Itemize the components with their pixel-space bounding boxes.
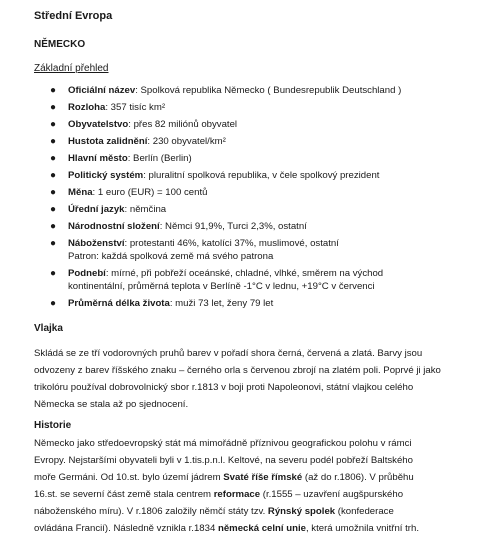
- list-item: ● Průměrná délka života: muži 73 let, ženy 79 let: [50, 298, 274, 309]
- country-heading: NĚMECKO: [34, 39, 86, 50]
- bullet-icon: ●: [50, 298, 57, 309]
- list-item: ● Národnostní složení: Němci 91,9%, Turci 2,3%, ostatní: [50, 221, 307, 232]
- bullet-icon: ●: [50, 204, 57, 215]
- list-item: ● Hlavní město: Berlín (Berlin): [50, 153, 192, 164]
- list-item: ● Náboženství: protestanti 46%, katolíci 37%, muslimové, ostatní Patron: každá spolková země má svého patrona: [46, 237, 466, 263]
- flag-heading: Vlajka: [34, 323, 63, 334]
- list-item: ● Obyvatelstvo: přes 82 miliónů obyvatel: [50, 119, 238, 130]
- facts-list: [46, 84, 466, 314]
- flag-paragraph: Skládá se ze tří vodorovných pruhů barev v pořadí shora černá, červená a zlatá. Barvy jsou odvozeny z barev říšského znaku – černého orla s červenou zbrojí na zlatém poli. Poprvé ji jako trikolóru používal dobrovolnický sbor r.1813 v boji proti Napoleonovi, státní vlajkou celého Německa se stala až po sjednocení.: [34, 348, 441, 410]
- overview-heading: Základní přehled: [34, 63, 109, 74]
- bullet-icon: ●: [50, 136, 57, 147]
- list-item: ● Měna: 1 euro (EUR) = 100 centů: [50, 187, 208, 198]
- list-item: ● Podnebí: mírné, při pobřeží oceánské, chladné, vlhké, směrem na východ kontinentální, průměrná teplota v Berlíně -1°C v lednu, +19°C v červenci: [46, 267, 466, 293]
- list-item: ● Politický systém: pluralitní spolková republika, v čele spolkový prezident: [50, 170, 380, 181]
- list-item-continuation: kontinentální, průměrná teplota v Berlíně -1°C v lednu, +19°C v červenci: [68, 281, 375, 292]
- list-item: ● Hustota zalidnění: 230 obyvatel/km²: [50, 136, 226, 147]
- bullet-icon: ●: [50, 170, 57, 181]
- history-paragraph: Německo jako středoevropský stát má mimořádně příznivou geografickou polohu v rámci Evropy. Nejstaršími obyvateli byli v 1.tis.p.n.l. Keltové, na severu podél pobřeží Baltského moře Germáni. Od 10.st. bylo území jádrem Svaté říše římské (až do r.1806). V průběhu 16.st. se severní část země stala centrem reformace (r.1555 – uzavření augšpurského náboženského míru). V r.1806 založily němčí státy tzv. Rýnský spolek (konfederace ovládána Francií). Následně vznikla r.1834 německá celní unie, která umožnila vnitřní trh.: [34, 438, 420, 534]
- bullet-icon: ●: [50, 221, 57, 232]
- bullet-icon: ●: [50, 102, 57, 113]
- list-item: ● Rozloha: 357 tisíc km²: [50, 102, 166, 113]
- page-title: Střední Evropa: [34, 10, 113, 22]
- bullet-icon: ●: [50, 268, 57, 279]
- bullet-icon: ●: [50, 153, 57, 164]
- bullet-icon: ●: [50, 85, 57, 96]
- list-item-continuation: Patron: každá spolková země má svého patrona: [68, 251, 274, 262]
- bullet-icon: ●: [50, 187, 57, 198]
- list-item: ● Úřední jazyk: němčina: [50, 204, 167, 215]
- list-item: ● Oficiální název: Spolková republika Německo ( Bundesrepublik Deutschland ): [50, 85, 402, 96]
- history-heading: Historie: [34, 420, 72, 431]
- bullet-icon: ●: [50, 238, 57, 249]
- bullet-icon: ●: [50, 119, 57, 130]
